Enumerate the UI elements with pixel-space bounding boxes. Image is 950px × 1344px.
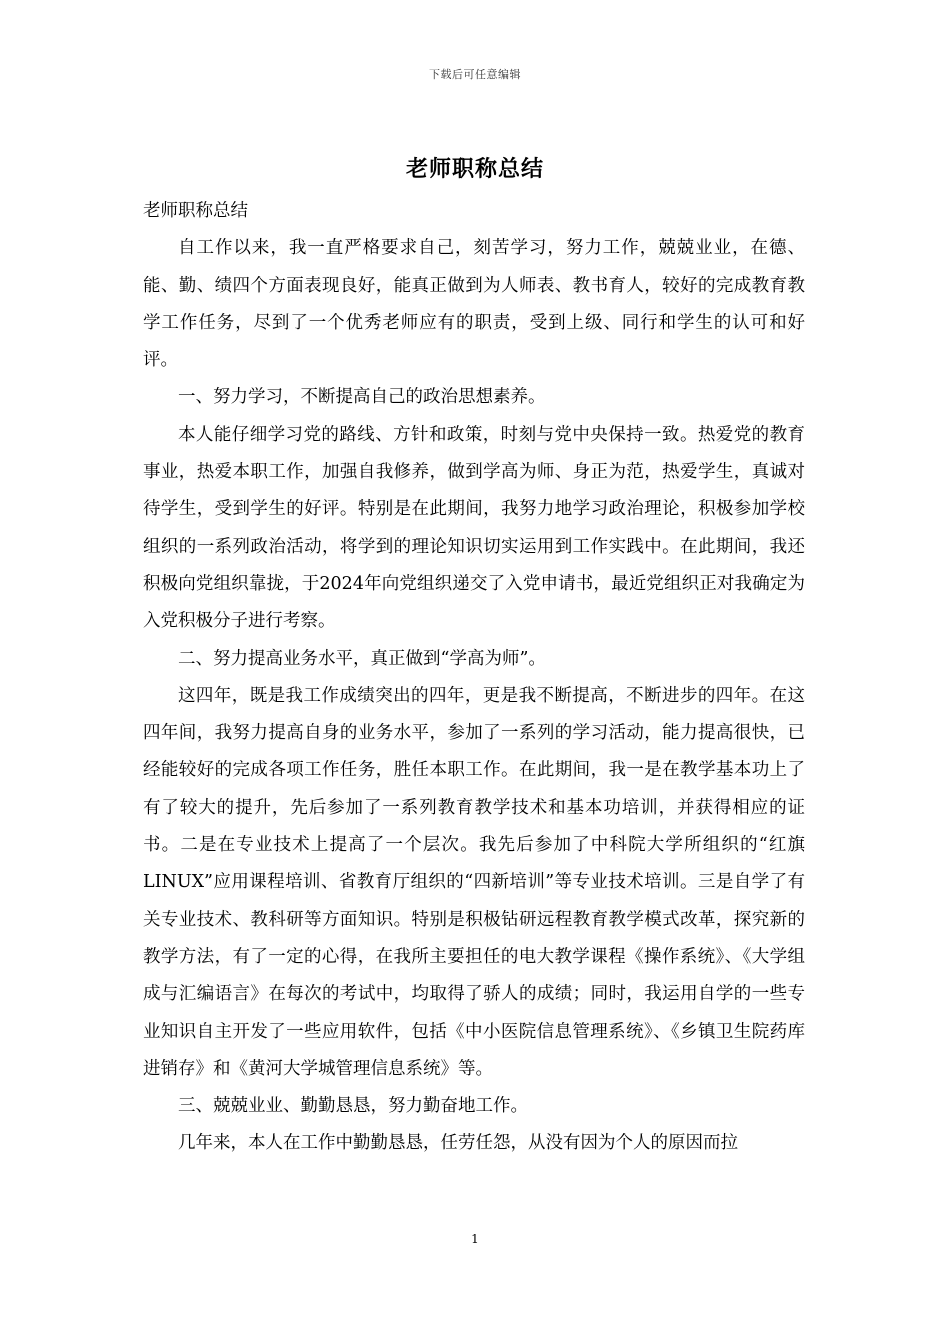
section-heading-3: 三、兢兢业业、勤勤恳恳，努力勤奋地工作。 xyxy=(178,1096,528,1117)
page-header-note: 下载后可任意编辑 xyxy=(429,68,521,81)
page-number: 1 xyxy=(471,1232,479,1246)
document-body xyxy=(143,193,805,1163)
paragraph-intro: 自工作以来，我一直严格要求自己，刻苦学习，努力工作，兢兢业业，在德、能、勤、绩四个方面表现良好，能真正做到为人师表、教书育人，较好的完成教育教学工作任务，尽到了一个优秀老师应有的职责，受到上级、同行和学生的认可和好评。 xyxy=(143,238,805,371)
document-subtitle: 老师职称总结 xyxy=(143,201,248,221)
section-heading-1: 一、努力学习，不断提高自己的政治思想素养。 xyxy=(178,387,546,408)
paragraph-diligence: 几年来，本人在工作中勤勤恳恳，任劳任怨，从没有因为个人的原因而拉 xyxy=(178,1133,738,1154)
paragraph-professional: 这四年，既是我工作成绩突出的四年，更是我不断提高，不断进步的四年。在这四年间，我努力提高自身的业务水平，参加了一系列的学习活动，能力提高很快，已经能较好的完成各项工作任务，胜任本职工作。在此期间，我一是在教学基本功上了有了较大的提升，先后参加了一系列教育教学技术和基本功培训，并获得相应的证书。二是在专业技术上提高了一个层次。我先后参加了中科院大学所组织的“红旗LINUX”应用课程培训、省教育厅组织的“四新培训”等专业技术培训。三是自学了有关专业技术、教科研等方面知识。特别是积极钻研远程教育教学模式改革，探究新的教学方法，有了一定的心得，在我所主要担任的电大教学课程《操作系统》、《大学组成与汇编语言》在每次的考试中，均取得了骄人的成绩；同时，我运用自学的一些专业知识自主开发了一些应用软件，包括《中小医院信息管理系统》、《乡镇卫生院药库进销存》和《黄河大学城管理信息系统》等。 xyxy=(143,685,805,1079)
paragraph-politics: 本人能仔细学习党的路线、方针和政策，时刻与党中央保持一致。热爱党的教育事业，热爱本职工作，加强自我修养，做到学高为师、身正为范，热爱学生，真诚对待学生，受到学生的好评。特别是在此期间，我努力地学习政治理论，积极参加学校组织的一系列政治活动，将学到的理论知识切实运用到工作实践中。在此期间，我还积极向党组织靠拢，于2024年向党组织递交了入党申请书，最近党组织正对我确定为入党积极分子进行考察。 xyxy=(143,424,805,632)
section-heading-2: 二、努力提高业务水平，真正做到“学高为师”。 xyxy=(178,648,546,669)
document-title: 老师职称总结 xyxy=(405,156,544,182)
